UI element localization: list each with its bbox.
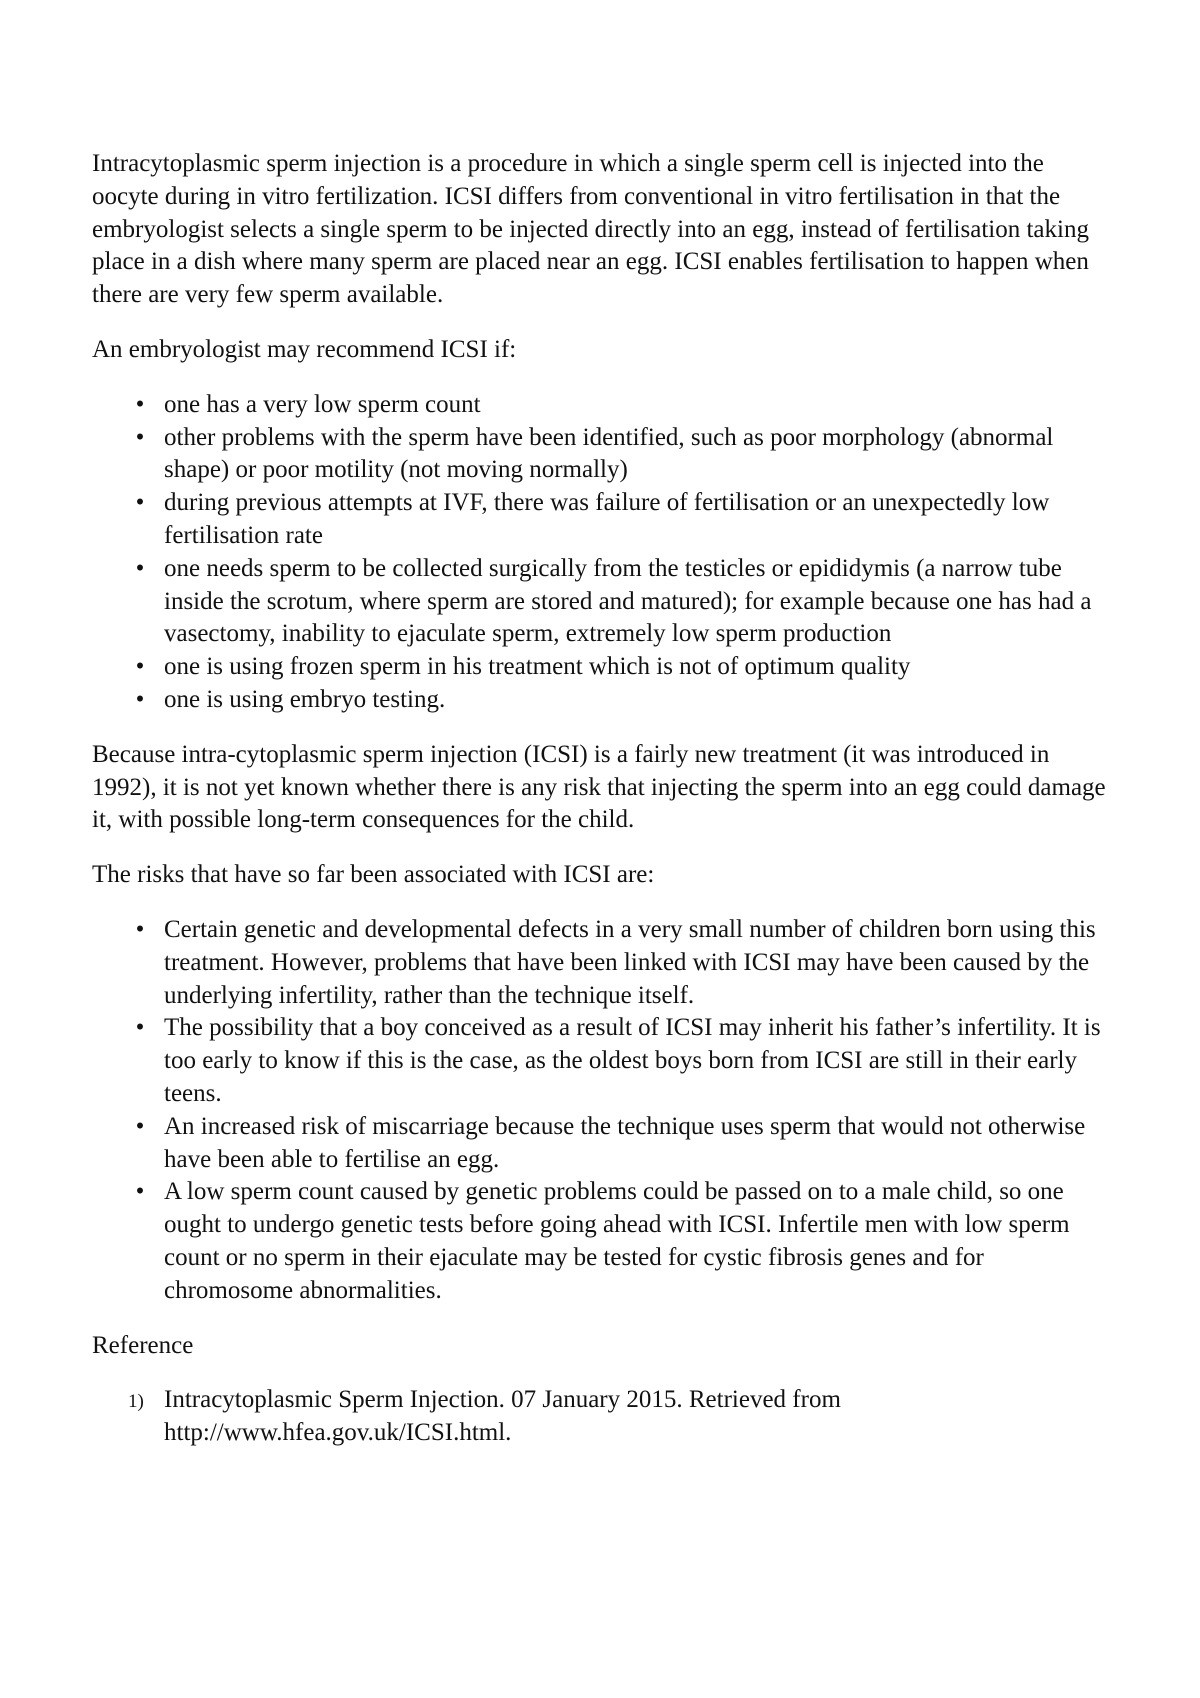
list-item [92,553,1112,651]
list-item-text: one is using embryo testing. [164,685,446,713]
bullet-icon: • [135,390,145,418]
reference-text: Intracytoplasmic Sperm Injection. 07 January 2015. Retrieved from http://www.hfea.gov.uk/ICSI.html. [164,1386,841,1447]
list-item [92,422,1112,488]
recommend-heading: An embryologist may recommend ICSI if: [92,335,517,363]
bullet-icon: • [135,1112,145,1140]
list-item [92,684,1112,717]
bullet-icon: • [135,489,145,517]
recommend-list [92,389,1112,717]
reference-number: 1) [128,1391,144,1413]
bullet-icon: • [135,685,145,713]
reference-list [92,1384,1112,1450]
risks-heading: The risks that have so far been associated with ICSI are: [92,861,655,889]
reference-item [92,1384,1112,1450]
list-item [92,389,1112,422]
list-item-text: one needs sperm to be collected surgically from the testicles or epididymis (a narrow tube inside the scrotum, where sperm are stored and matured); for example because one has had a vasectomy, inability to ejaculate sperm, extremely low sperm production [164,554,1092,648]
list-item [92,1111,1112,1177]
list-item [92,651,1112,684]
bullet-icon: • [135,915,145,943]
list-item-text: A low sperm count caused by genetic problems could be passed on to a male child, so one ought to undergo genetic tests before going ahead with ICSI. Infertile men with low sperm count or no sperm in their ejaculate may be tested for cystic fibrosis genes and for chromosome abnormalities. [164,1178,1070,1304]
bullet-icon: • [135,653,145,681]
bullet-icon: • [135,423,145,451]
list-item-text: one has a very low sperm count [164,390,481,418]
reference-heading: Reference [92,1331,194,1359]
document-page [92,148,1112,1450]
list-item [92,914,1112,1012]
novelty-paragraph: Because intra-cytoplasmic sperm injection (ICSI) is a fairly new treatment (it was introduced in 1992), it is not yet known whether there is any risk that injecting the sperm into an egg could damage it, with possible long-term consequences for the child. [92,740,1106,834]
list-item-text: Certain genetic and developmental defects in a very small number of children born using this treatment. However, problems that have been linked with ICSI may have been caused by the underlying infertility, rather than the technique itself. [164,915,1096,1009]
list-item-text: one is using frozen sperm in his treatment which is not of optimum quality [164,653,911,681]
list-item-text: during previous attempts at IVF, there was failure of fertilisation or an unexpectedly low fertilisation rate [164,489,1050,549]
bullet-icon: • [135,1178,145,1206]
risks-list [92,914,1112,1308]
list-item-text: The possibility that a boy conceived as a result of ICSI may inherit his father’s infertility. It is too early to know if this is the case, as the oldest boys born from ICSI are still in their early teens. [164,1014,1101,1107]
list-item-text: other problems with the sperm have been identified, such as poor morphology (abnormal shape) or poor motility (not moving normally) [164,423,1054,484]
list-item [92,1012,1112,1110]
bullet-icon: • [135,554,145,582]
bullet-icon: • [135,1014,145,1042]
intro-paragraph: Intracytoplasmic sperm injection is a procedure in which a single sperm cell is injected into the oocyte during in vitro fertilization. ICSI differs from conventional in vitro fertilisation in that the embryologist selects a single sperm to be injected directly into an egg, instead of fertilisation taking place in a dish where many sperm are placed near an egg. ICSI enables fertilisation to happen when there are very few sperm available. [92,150,1089,309]
list-item [92,487,1112,553]
list-item [92,1176,1112,1307]
list-item-text: An increased risk of miscarriage because the technique uses sperm that would not otherwise have been able to fertilise an egg. [164,1112,1086,1173]
